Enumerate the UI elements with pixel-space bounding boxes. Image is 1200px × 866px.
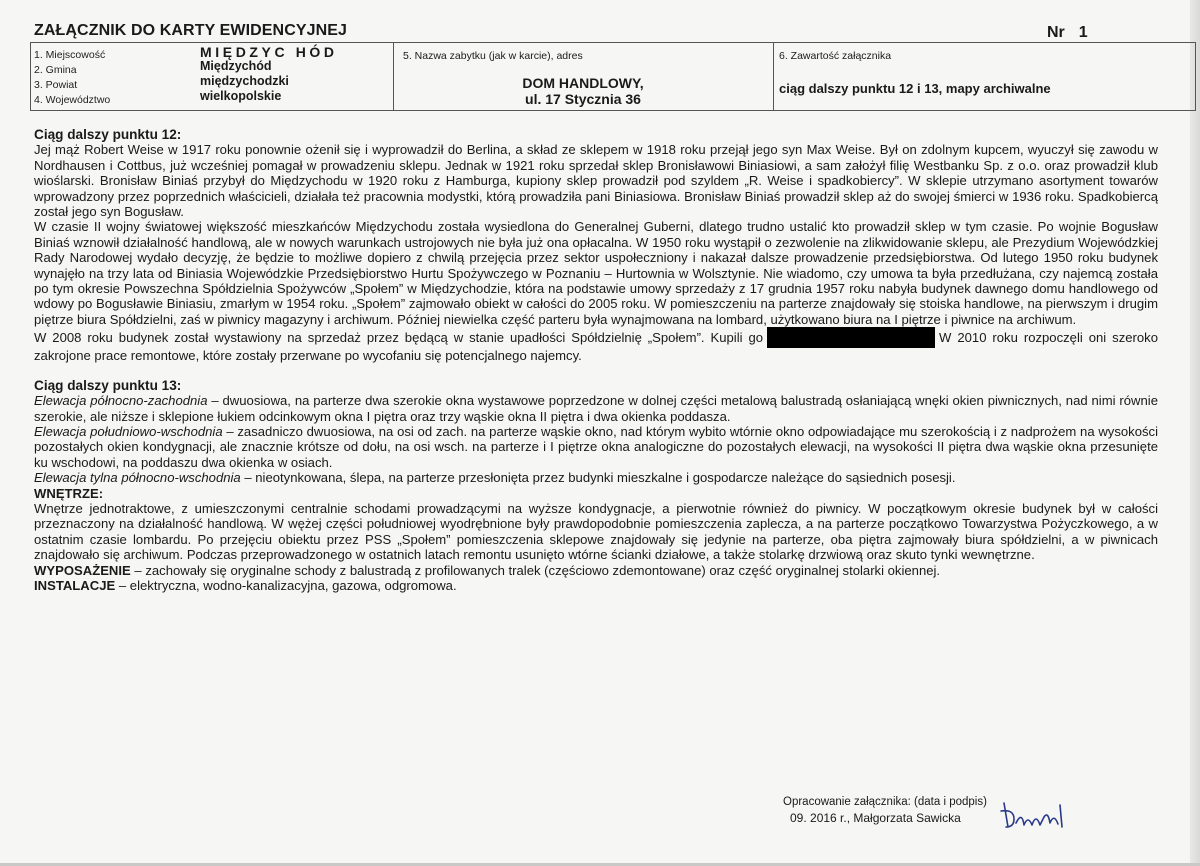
number-value: 1 <box>1078 24 1088 41</box>
label-powiat: 3. Powiat <box>34 79 78 91</box>
number-label: Nr <box>1047 24 1065 41</box>
document-title: ZAŁĄCZNIK DO KARTY EWIDENCYJNEJ <box>34 22 348 39</box>
document-body <box>34 127 1158 593</box>
elevation-southeast-title: Elewacja południowo-wschodnia <box>34 423 223 439</box>
attachment-content-value: ciąg dalszy punktu 12 i 13, mapy archiwalne <box>779 81 1051 96</box>
elevation-southeast <box>34 424 1158 470</box>
elevation-rear-title: Elewacja tylna północno-wschodnia <box>34 470 241 486</box>
monument-address: ul. 17 Stycznia 36 <box>525 91 641 107</box>
value-gmina: Międzychód <box>200 59 272 73</box>
paragraph-3-end: W 2010 roku rozpoczęli oni szeroko zakrojone prace remontowe, które zostały przerwane po wycofaniu się potencjalnego najemcy. <box>34 330 1158 364</box>
interior-heading: WNĘTRZE: <box>34 485 104 501</box>
paragraph-3-start: W 2008 roku budynek został wystawiony na sprzedaż przez będącą w stanie upadłości Spółdzielnię „Społem”. Kupili go <box>34 330 764 346</box>
header-rule <box>30 42 1196 43</box>
section-gap <box>34 364 1158 378</box>
value-wojewodztwo: wielkopolskie <box>200 89 282 103</box>
installations-heading: INSTALACJE <box>34 577 116 593</box>
section-12-heading: Ciąg dalszy punktu 12: <box>34 127 182 142</box>
elevation-rear <box>34 470 1158 485</box>
equipment-text: – zachowały się oryginalne schody z balustradą z profilowanych tralek (częściowo zdemontowane) oraz część oryginalnej stolarki okiennej. <box>130 562 941 578</box>
document-number <box>1047 24 1088 42</box>
elevation-northwest <box>34 393 1158 424</box>
installations <box>34 578 1158 593</box>
elevation-northwest-title: Elewacja północno-zachodnia <box>34 393 208 409</box>
equipment <box>34 563 1158 578</box>
label-gmina: 2. Gmina <box>34 64 77 76</box>
footer-label: Opracowanie załącznika: (data i podpis) <box>783 796 987 808</box>
location-values <box>200 59 289 104</box>
monument-name-address <box>393 75 773 107</box>
label-miejscowosc: 1. Miejscowość <box>34 49 106 61</box>
section-12-paragraph-2: W czasie II wojny światowej większość mieszkańców Międzychodu została wysiedlona do Generalnej Guberni, dlatego trudno ustalić kto prowadził sklep w tym czasie. Po wojnie Bogusław Biniaś wznowił działalność handlową, ale w nowych warunkach ustrojowych nie była już ona opłacalna. W 1950 roku wystąpił o zezwolenie na zlikwidowanie sklepu, ale Prezydium Wojewódzkiej Rady Narodowej wydało decyzję, że będzie to możliwe dopiero z chwilą przejęcia przez sektor uspołeczniony i nakazał dalsze prowadzenie przedsiębiorstwa. Od lutego 1950 roku budynek wynajęło na trzy lata od Biniasia Wojewódzkie Przedsiębiorstwo Hurtu Spożywczego w Poznaniu – Hurtownia w Wolsztynie. Nie wiadomo, czy umowa ta była przedłużana, czy najemcą została po tym okresie Powszechna Spółdzielnia Spożywców „Społem” w Międzychodzie, która na podstawie umowy sprzedaży z 17 grudnia 1957 roku nabyła budynek dawnego domu handlowego od wdowy po Bogusławie Biniasiu, zmarłym w 1954 roku. „Społem” zajmowało obiekt w całości do 2005 roku. W pomieszczeniu na parterze znajdowały się stoiska handlowe, na pierwszym i drugim piętrze biura Spółdzielni, zaś w piwnicy magazyny i archiwum. Później niewielka część parteru była wynajmowana na lombard, użytkowano biura na I piętrze i piwnice na archiwum. <box>34 219 1158 327</box>
elevation-southeast-text: – zasadniczo dwuosiowa, na osi od zach. na parterze wąskie okno, nad którym wybito wtórnie okno odpowiadające mu szerokością i z nadprożem na wysokości pozostałych okien kondygnacji, ale znacznie krótsze od dołu, na osi wsch. na parterze i I piętrze okna analogiczne do pozostałych elewacji, na wysokości II piętra dwa wąskie okna przesunięte ku wschodowi, na poddaszu dwa okienka w osiach. <box>34 423 1158 470</box>
footer-author-date: 09. 2016 r., Małgorzata Sawicka <box>790 811 961 825</box>
section-12-paragraph-1: Jej mąż Robert Weise w 1917 roku ponownie ożenił się i wyprowadził do Berlina, a skład ze sklepem w 1918 roku przejął jego syn Max Weise. Był on zdolnym kupcem, wyuczył się zawodu w Nordhausen i Cottbus, już wcześniej pomagał w prowadzeniu sklepu. Jednak w 1921 roku sprzedał sklep Bronisławowi Biniasiowi, a sam założył filię Westbanku Sp. z o.o. oraz prowadził klub wioślarski. Bronisław Biniaś przybył do Międzychodu w 1920 roku z Hamburga, kupiony sklep prowadził pod szyldem „R. Weise i spadkobiercy”. W sklepie utrzymano asortyment towarów wprowadzony przez poprzednich właścicieli, działała też pracownia modystki, którą prowadziła pani Biniasiowa. Bronisław Biniaś prowadził sklep aż do swojej śmierci w 1936 roku. Spadkobiercą został jego syn Bogusław. <box>34 142 1158 220</box>
elevation-northwest-text: – dwuosiowa, na parterze dwa szerokie okna wystawowe poprzedzone w dolnej części metalową balustradą osłaniającą wnęki okien piwnicznych, nad nimi równie szerokie, ale niższe i sklepione łukiem odcinkowym okna I piętra oraz trzy wąskie okna II piętra i dwa okienka poddasza. <box>34 393 1158 424</box>
monument-name: DOM HANDLOWY, <box>522 75 644 91</box>
label-wojewodztwo: 4. Województwo <box>34 94 111 106</box>
elevation-rear-text: – nieotynkowana, ślepa, na parterze przesłonięta przez budynki mieszkalne i gospodarcze należące do sąsiednich posesji. <box>240 470 956 486</box>
equipment-heading: WYPOSAŻENIE <box>34 562 131 578</box>
section-12-paragraph-3 <box>34 327 1158 363</box>
installations-text: – elektryczna, wodno-kanalizacyjna, gazowa, odgromowa. <box>115 577 457 593</box>
label-monument-name: 5. Nazwa zabytku (jak w karcie), adres <box>403 50 583 62</box>
header-box-bottom-rule <box>30 110 1196 111</box>
label-attachment-content: 6. Zawartość załącznika <box>779 50 892 62</box>
value-powiat: międzychodzki <box>200 74 289 88</box>
box-border-left <box>30 42 31 111</box>
scan-edge <box>1190 0 1200 866</box>
handwritten-signature <box>998 797 1070 831</box>
redaction-block <box>767 327 935 348</box>
interior-text: Wnętrze jednotraktowe, z umieszczonymi centralnie schodami prowadzącymi na wyższe kondygnacje, a pierwotnie również do piwnicy. W początkowym okresie budynek był w całości przeznaczony na działalność handlową. W wężej części południowej wyodrębnione były prawdopodobnie pomieszczenia zaplecza, a na parterze początkowo Towarzystwa Pożyczkowego, a w ostatnim czasie lombardu. Po przejęciu obiektu przez PSS „Społem” pomieszczenia sklepowe znajdowały się jedynie na parterze, oba piętra zajmowały biura spółdzielni, a w piwnicach znajdowało się archiwum. Podczas przeprowadzonego w ostatnich latach remontu usunięto wtórne ścianki działowe, a także stolarkę drzwiową oraz skuto tynki wewnętrzne. <box>34 500 1158 563</box>
value-miejscowosc: MIĘDZYC HÓD <box>200 44 338 60</box>
section-13-heading: Ciąg dalszy punktu 13: <box>34 377 182 393</box>
box-divider-2 <box>773 42 774 111</box>
box-border-right <box>1195 42 1196 111</box>
